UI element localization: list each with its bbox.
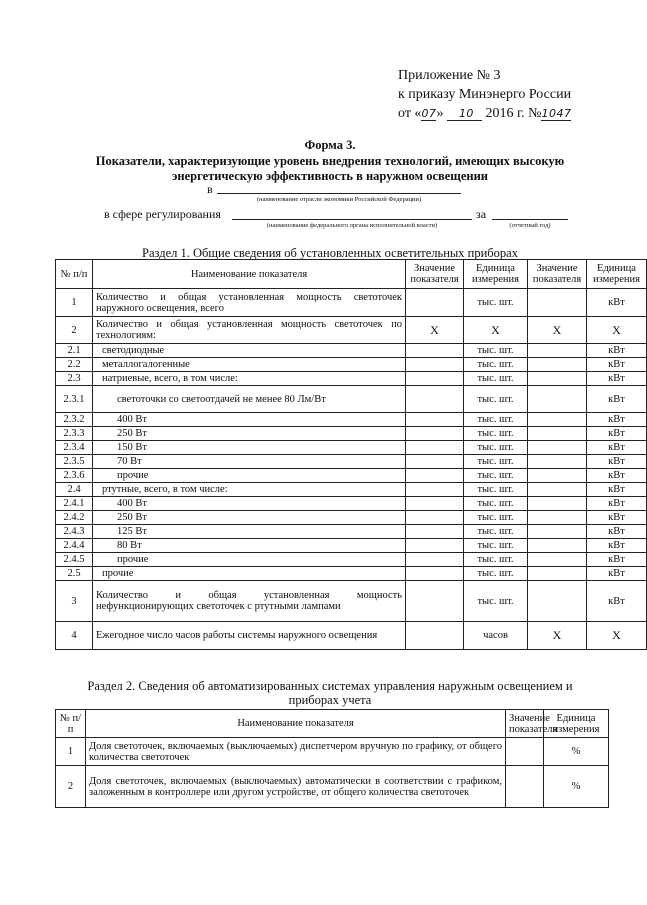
row-num: 2.3.3 bbox=[56, 427, 93, 441]
row-value2[interactable] bbox=[528, 386, 587, 413]
row-value1[interactable] bbox=[406, 525, 464, 539]
sphere-label: в сфере регулирования bbox=[104, 207, 221, 221]
industry-field[interactable] bbox=[217, 193, 461, 194]
row-num: 2.4.4 bbox=[56, 539, 93, 553]
row-value1[interactable] bbox=[406, 483, 464, 497]
row-unit1: тыс. шт. bbox=[464, 525, 528, 539]
row-unit1: тыс. шт. bbox=[464, 344, 528, 358]
row-name: прочие bbox=[93, 469, 406, 483]
for-label: за bbox=[476, 207, 487, 221]
table-row bbox=[56, 441, 647, 455]
section1-title: Раздел 1. Общие сведения об установленных осветительных приборах bbox=[142, 246, 518, 260]
appendix-line-1: Приложение № 3 bbox=[398, 68, 501, 83]
row-value2[interactable] bbox=[528, 553, 587, 567]
row-unit2: кВт bbox=[587, 372, 647, 386]
row-name: 150 Вт bbox=[93, 441, 406, 455]
appendix-line-2: к приказу Минэнерго России bbox=[398, 87, 572, 102]
row-unit2: кВт bbox=[587, 483, 647, 497]
row-unit1: тыс. шт. bbox=[464, 553, 528, 567]
table-row bbox=[56, 427, 647, 441]
row-unit2: кВт bbox=[587, 497, 647, 511]
row-unit2: кВт bbox=[587, 441, 647, 455]
row-value[interactable] bbox=[506, 738, 544, 766]
row-name: Количество и общая установленная мощность светоточек по технологиям: bbox=[93, 317, 406, 344]
date-year: 2016 г. № bbox=[481, 106, 542, 121]
row-unit1: тыс. шт. bbox=[464, 441, 528, 455]
table-row bbox=[56, 525, 647, 539]
section1-header-row bbox=[56, 260, 647, 289]
row-value1[interactable] bbox=[406, 441, 464, 455]
header-value2: Значение показателя bbox=[528, 260, 587, 289]
row-num: 2 bbox=[56, 766, 86, 808]
header-name: Наименование показателя bbox=[86, 710, 506, 738]
date-prefix: от « bbox=[398, 106, 422, 121]
row-name: 70 Вт bbox=[93, 455, 406, 469]
row-value1[interactable] bbox=[406, 413, 464, 427]
header-value: Значение показателя bbox=[506, 710, 544, 738]
row-unit1: тыс. шт. bbox=[464, 567, 528, 581]
table-row bbox=[56, 766, 609, 808]
header-value1: Значение показателя bbox=[406, 260, 464, 289]
row-unit1: тыс. шт. bbox=[464, 427, 528, 441]
row-num: 2.4.2 bbox=[56, 511, 93, 525]
row-unit2: кВт bbox=[587, 427, 647, 441]
row-unit2: кВт bbox=[587, 539, 647, 553]
row-name: металлогалогенные bbox=[93, 358, 406, 372]
row-value2[interactable] bbox=[528, 567, 587, 581]
row-value1[interactable] bbox=[406, 358, 464, 372]
table-row bbox=[56, 413, 647, 427]
row-value2[interactable] bbox=[528, 358, 587, 372]
form-title: Форма 3. bbox=[304, 138, 356, 152]
row-unit2: кВт bbox=[587, 567, 647, 581]
row-unit1: тыс. шт. bbox=[464, 289, 528, 317]
row-num: 2.4 bbox=[56, 483, 93, 497]
in-label: в bbox=[207, 182, 213, 196]
section2-table bbox=[55, 709, 609, 808]
row-num: 2.3.6 bbox=[56, 469, 93, 483]
row-unit2: кВт bbox=[587, 553, 647, 567]
section2-title-1: Раздел 2. Сведения об автоматизированных системах управления наружным освещением и bbox=[87, 679, 573, 693]
row-name: ртутные, всего, в том числе: bbox=[93, 483, 406, 497]
row-value1[interactable] bbox=[406, 372, 464, 386]
header-unit: Единица измерения bbox=[544, 710, 609, 738]
header-name: Наименование показателя bbox=[93, 260, 406, 289]
row-value2: X bbox=[528, 622, 587, 650]
date-day: 07 bbox=[421, 107, 437, 120]
date-month: 10 bbox=[447, 107, 482, 121]
table-row bbox=[56, 581, 647, 622]
table-row bbox=[56, 539, 647, 553]
row-value2[interactable] bbox=[528, 525, 587, 539]
row-value2[interactable] bbox=[528, 289, 587, 317]
date-mid: » bbox=[436, 106, 447, 121]
row-value2[interactable] bbox=[528, 581, 587, 622]
table-row bbox=[56, 344, 647, 358]
header-num: № п/п bbox=[56, 710, 86, 738]
table-row bbox=[56, 567, 647, 581]
row-unit2: кВт bbox=[587, 511, 647, 525]
header-unit1: Единица измерения bbox=[464, 260, 528, 289]
row-unit1: тыс. шт. bbox=[464, 539, 528, 553]
row-unit2: кВт bbox=[587, 455, 647, 469]
row-name: 250 Вт bbox=[93, 427, 406, 441]
row-unit2: кВт bbox=[587, 358, 647, 372]
form-subtitle-2: энергетическую эффективность в наружном освещении bbox=[171, 169, 489, 183]
row-unit1: тыс. шт. bbox=[464, 372, 528, 386]
table-row bbox=[56, 511, 647, 525]
period-hint: (отчетный год) bbox=[509, 222, 551, 229]
row-value1[interactable] bbox=[406, 469, 464, 483]
row-value2[interactable] bbox=[528, 344, 587, 358]
row-name: 125 Вт bbox=[93, 525, 406, 539]
row-num: 2 bbox=[56, 317, 93, 344]
date-number: 1047 bbox=[541, 107, 572, 120]
row-value2[interactable] bbox=[528, 441, 587, 455]
row-value2[interactable] bbox=[528, 539, 587, 553]
table-row bbox=[56, 289, 647, 317]
row-num: 2.1 bbox=[56, 344, 93, 358]
table-row bbox=[56, 469, 647, 483]
row-num: 3 bbox=[56, 581, 93, 622]
row-value[interactable] bbox=[506, 766, 544, 808]
row-num: 2.3.5 bbox=[56, 455, 93, 469]
table-row bbox=[56, 497, 647, 511]
row-value1[interactable] bbox=[406, 289, 464, 317]
row-value1[interactable] bbox=[406, 567, 464, 581]
header-unit2: Единица измерения bbox=[587, 260, 647, 289]
table-row bbox=[56, 358, 647, 372]
row-unit1: тыс. шт. bbox=[464, 581, 528, 622]
row-value2[interactable] bbox=[528, 511, 587, 525]
row-name: прочие bbox=[93, 567, 406, 581]
row-num: 2.3.4 bbox=[56, 441, 93, 455]
row-num: 2.4.3 bbox=[56, 525, 93, 539]
row-value1[interactable] bbox=[406, 497, 464, 511]
row-name: Количество и общая установленная мощность светоточек наружного освещения, всего bbox=[93, 289, 406, 317]
row-unit2: кВт bbox=[587, 525, 647, 539]
row-num: 2.4.1 bbox=[56, 497, 93, 511]
row-value2[interactable] bbox=[528, 427, 587, 441]
section1-table bbox=[55, 259, 647, 650]
row-unit2: кВт bbox=[587, 344, 647, 358]
row-value1: X bbox=[406, 317, 464, 344]
row-name: 80 Вт bbox=[93, 539, 406, 553]
row-name: Количество и общая установленная мощность нефункционирующих светоточек с ртутными лампами bbox=[93, 581, 406, 622]
row-value1[interactable] bbox=[406, 553, 464, 567]
row-value1[interactable] bbox=[406, 455, 464, 469]
row-name: светоточки со светоотдачей не менее 80 Лм/Вт bbox=[93, 386, 406, 413]
row-value1[interactable] bbox=[406, 511, 464, 525]
row-value2[interactable] bbox=[528, 469, 587, 483]
row-value2[interactable] bbox=[528, 413, 587, 427]
row-unit2: X bbox=[587, 317, 647, 344]
row-unit1: тыс. шт. bbox=[464, 497, 528, 511]
row-num: 1 bbox=[56, 289, 93, 317]
row-num: 2.5 bbox=[56, 567, 93, 581]
row-value1[interactable] bbox=[406, 344, 464, 358]
row-unit1: X bbox=[464, 317, 528, 344]
row-value1[interactable] bbox=[406, 539, 464, 553]
row-value1[interactable] bbox=[406, 622, 464, 650]
row-num: 2.3 bbox=[56, 372, 93, 386]
row-unit1: часов bbox=[464, 622, 528, 650]
row-unit1: тыс. шт. bbox=[464, 455, 528, 469]
section2-header-row bbox=[56, 710, 609, 738]
row-value2[interactable] bbox=[528, 497, 587, 511]
row-unit1: тыс. шт. bbox=[464, 511, 528, 525]
row-unit2: кВт bbox=[587, 469, 647, 483]
row-unit1: тыс. шт. bbox=[464, 358, 528, 372]
row-name: Ежегодное число часов работы системы наружного освещения bbox=[93, 622, 406, 650]
row-unit2: кВт bbox=[587, 289, 647, 317]
row-value1[interactable] bbox=[406, 581, 464, 622]
table-row bbox=[56, 483, 647, 497]
table-row bbox=[56, 738, 609, 766]
row-name: светодиодные bbox=[93, 344, 406, 358]
row-unit: % bbox=[544, 738, 609, 766]
row-value2: X bbox=[528, 317, 587, 344]
row-unit2: X bbox=[587, 622, 647, 650]
row-value1[interactable] bbox=[406, 427, 464, 441]
row-unit2: кВт bbox=[587, 581, 647, 622]
row-name: 400 Вт bbox=[93, 497, 406, 511]
row-value2[interactable] bbox=[528, 372, 587, 386]
header-num: № п/п bbox=[56, 260, 93, 289]
row-unit: % bbox=[544, 766, 609, 808]
row-unit1: тыс. шт. bbox=[464, 483, 528, 497]
row-name: 400 Вт bbox=[93, 413, 406, 427]
form-subtitle-1: Показатели, характеризующие уровень внедрения технологий, имеющих высокую bbox=[95, 154, 565, 168]
period-field[interactable] bbox=[492, 219, 568, 220]
table-row bbox=[56, 622, 647, 650]
row-num: 2.2 bbox=[56, 358, 93, 372]
row-num: 4 bbox=[56, 622, 93, 650]
row-name: прочие bbox=[93, 553, 406, 567]
row-unit1: тыс. шт. bbox=[464, 469, 528, 483]
table-row bbox=[56, 372, 647, 386]
row-unit2: кВт bbox=[587, 386, 647, 413]
row-name: натриевые, всего, в том числе: bbox=[93, 372, 406, 386]
row-num: 1 bbox=[56, 738, 86, 766]
row-num: 2.4.5 bbox=[56, 553, 93, 567]
table-row bbox=[56, 553, 647, 567]
authority-hint: (наименование федерального органа исполнительной власти) bbox=[266, 222, 438, 229]
section2-title-2: приборах учета bbox=[288, 693, 372, 707]
row-value2[interactable] bbox=[528, 483, 587, 497]
row-num: 2.3.1 bbox=[56, 386, 93, 413]
industry-hint: (наименование отрасли экономики Российской Федерации) bbox=[256, 196, 422, 203]
row-unit1: тыс. шт. bbox=[464, 413, 528, 427]
table-row bbox=[56, 317, 647, 344]
row-unit1: тыс. шт. bbox=[464, 386, 528, 413]
row-name: 250 Вт bbox=[93, 511, 406, 525]
row-name: Доля светоточек, включаемых (выключаемых) автоматически в соответствии с графиком, заложенным в контроллере или другом устройстве, от общего количества светоточек bbox=[86, 766, 506, 808]
row-unit2: кВт bbox=[587, 413, 647, 427]
appendix-date-line bbox=[398, 104, 571, 123]
row-name: Доля светоточек, включаемых (выключаемых) диспетчером вручную по графику, от общего количества светоточек bbox=[86, 738, 506, 766]
row-num: 2.3.2 bbox=[56, 413, 93, 427]
row-value1[interactable] bbox=[406, 386, 464, 413]
table-row bbox=[56, 455, 647, 469]
authority-field[interactable] bbox=[232, 219, 472, 220]
row-value2[interactable] bbox=[528, 455, 587, 469]
table-row bbox=[56, 386, 647, 413]
